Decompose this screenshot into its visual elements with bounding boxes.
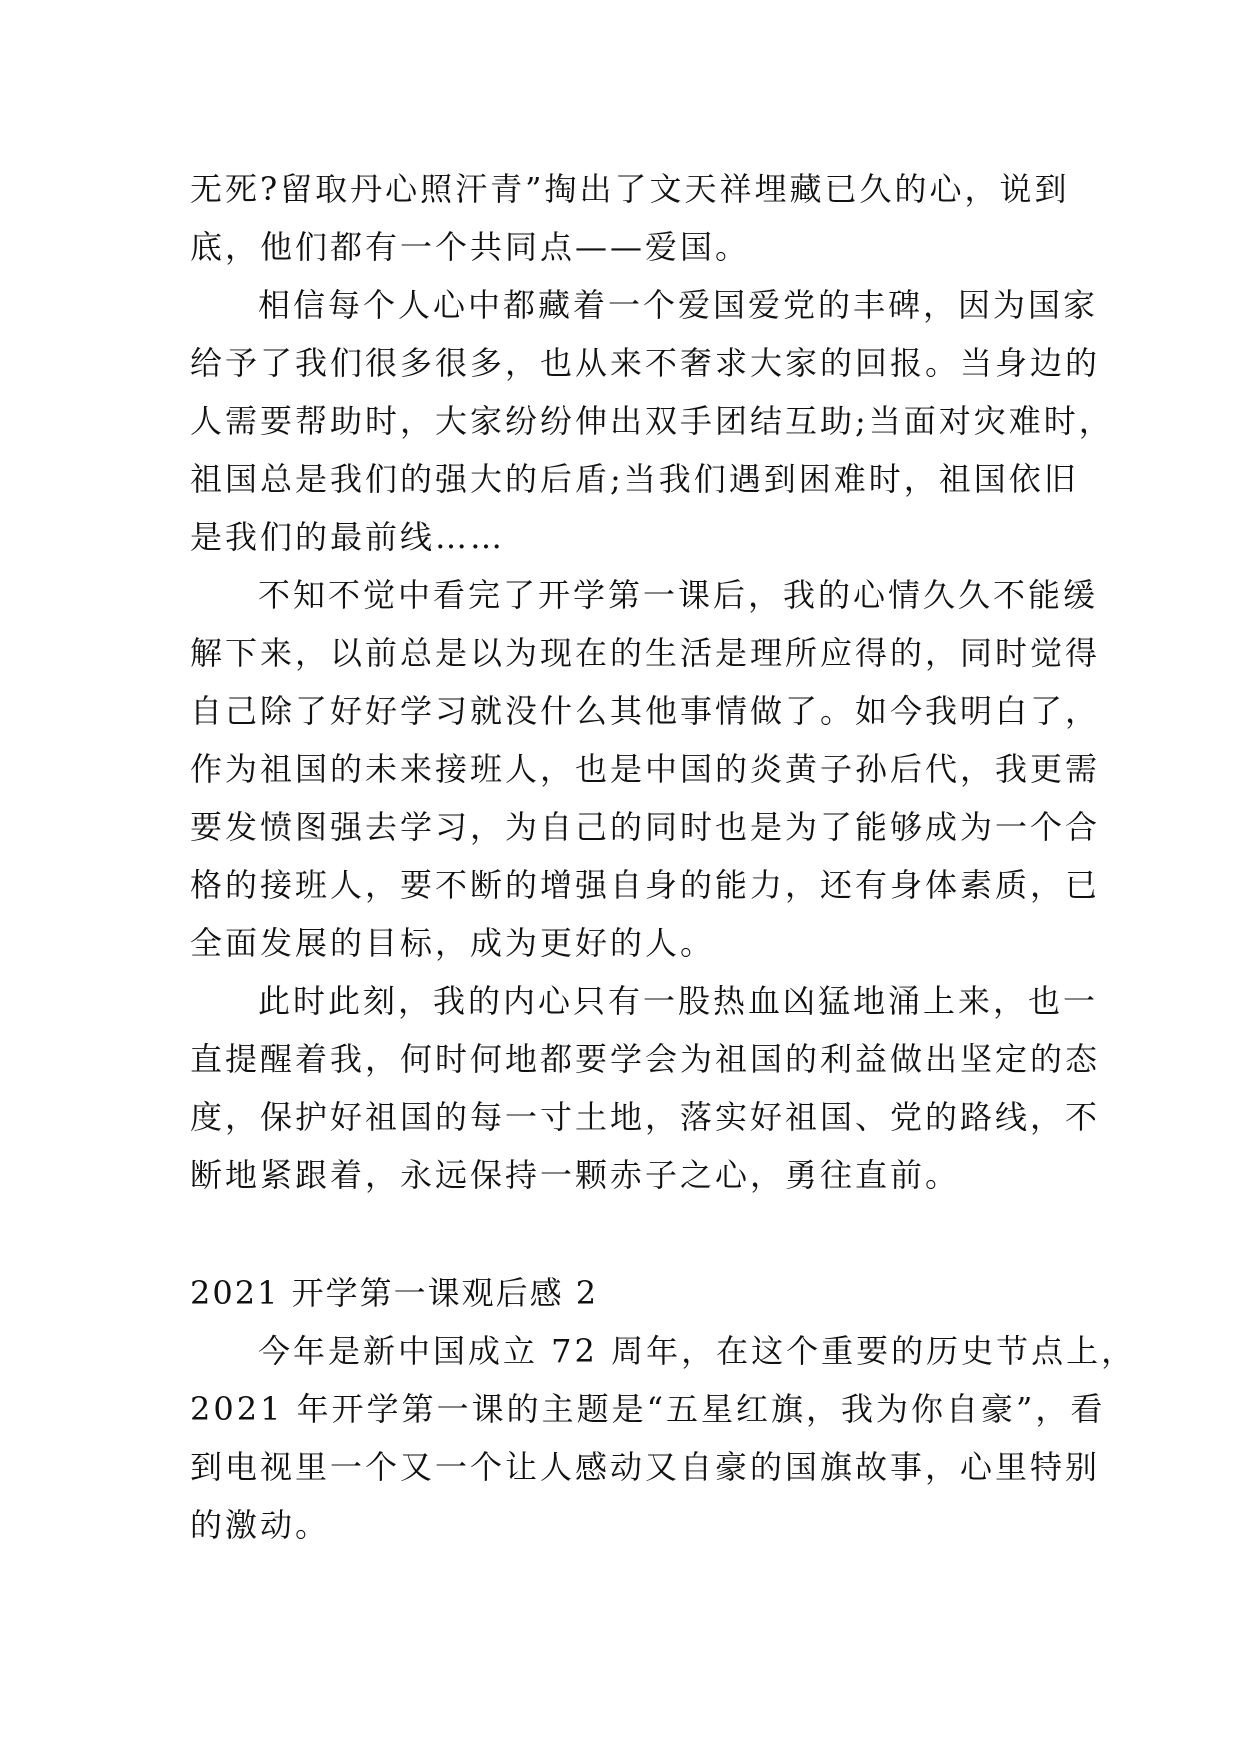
text-line: 到电视里一个又一个让人感动又自豪的国旗故事，心里特别 (190, 1448, 1101, 1486)
text-line: 今年是新中国成立 72 周年，在这个重要的历史节点上， (258, 1332, 1137, 1370)
text-line: 此时此刻，我的内心只有一股热血凶猛地涌上来，也一 (258, 982, 1099, 1020)
text-line: 直提醒着我，何时何地都要学会为祖国的利益做出坚定的态 (190, 1040, 1101, 1078)
text-line: 人需要帮助时，大家纷纷伸出双手团结互助;当面对灾难时， (190, 402, 1114, 440)
text-line: 自己除了好好学习就没什么其他事情做了。如今我明白了， (190, 692, 1101, 730)
paragraph-continuation (190, 160, 1070, 276)
section-heading: 2021 开学第一课观后感 2 (190, 1274, 599, 1312)
text-line: 是我们的最前线…… (190, 518, 506, 556)
text-line: 度，保护好祖国的每一寸土地，落实好祖国、党的路线，不 (190, 1098, 1101, 1136)
paragraph (190, 276, 1114, 566)
text-line: 全面发展的目标，成为更好的人。 (190, 924, 716, 962)
section-spacer (190, 1204, 1070, 1264)
text-line: 给予了我们很多很多，也从来不奢求大家的回报。当身边的 (190, 344, 1101, 382)
text-line: 格的接班人，要不断的增强自身的能力，还有身体素质，已 (190, 866, 1101, 904)
document-body (190, 160, 1137, 1554)
text-line: 祖国总是我们的强大的后盾;当我们遇到困难时，祖国依旧 (190, 460, 1079, 498)
paragraph (190, 972, 1101, 1204)
text-line: 作为祖国的未来接班人，也是中国的炎黄子孙后代，我更需 (190, 750, 1101, 788)
text-line: 无死?留取丹心照汗青”掏出了文天祥埋藏已久的心，说到 (190, 170, 1070, 208)
text-line: 2021 年开学第一课的主题是“五星红旗，我为你自豪”，看 (190, 1390, 1106, 1428)
text-line: 底，他们都有一个共同点——爱国。 (190, 228, 751, 266)
paragraph (190, 1322, 1137, 1554)
text-line: 相信每个人心中都藏着一个爱国爱党的丰碑，因为国家 (258, 286, 1099, 324)
text-line: 断地紧跟着，永远保持一颗赤子之心，勇往直前。 (190, 1156, 961, 1194)
text-line: 解下来，以前总是以为现在的生活是理所应得的，同时觉得 (190, 634, 1101, 672)
paragraph (190, 566, 1101, 972)
text-line: 的激动。 (190, 1506, 331, 1544)
text-line: 要发愤图强去学习，为自己的同时也是为了能够成为一个合 (190, 808, 1101, 846)
text-line: 不知不觉中看完了开学第一课后，我的心情久久不能缓 (258, 576, 1099, 614)
